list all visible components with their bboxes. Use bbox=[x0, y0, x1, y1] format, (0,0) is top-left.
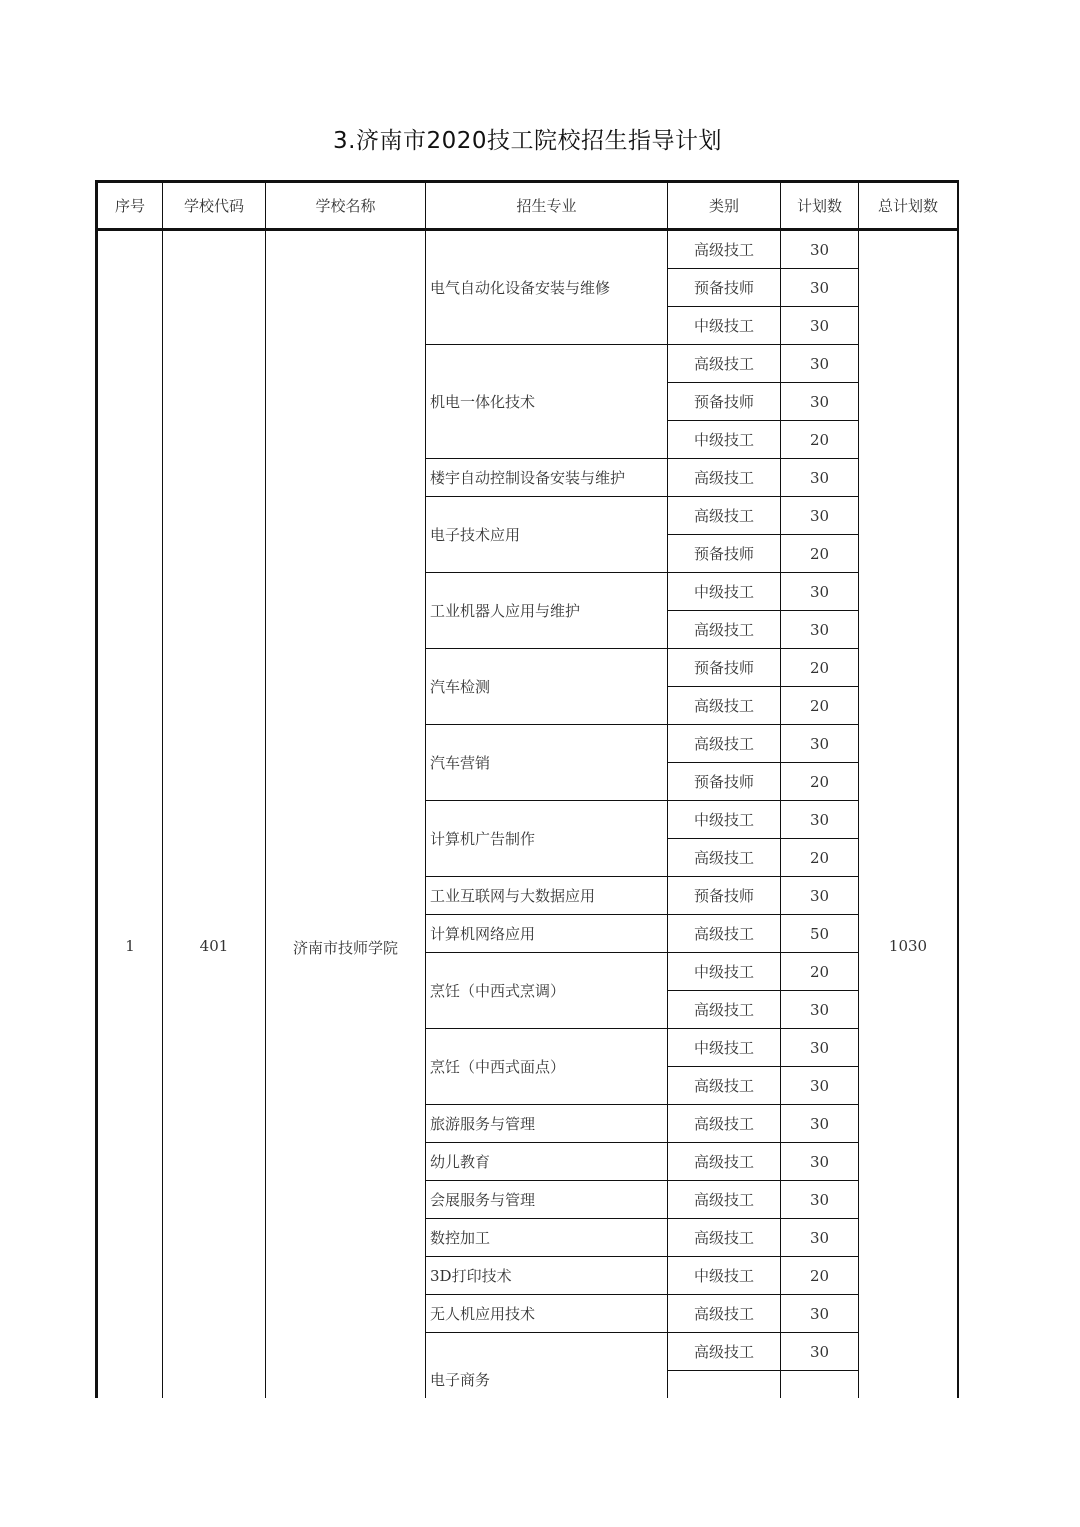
cell-category: 预备技师 bbox=[668, 763, 781, 801]
cell-category: 中级技工 bbox=[668, 1257, 781, 1295]
header-major: 招生专业 bbox=[426, 182, 668, 230]
cell-plan-count: 20 bbox=[781, 763, 859, 801]
cell-plan-count: 30 bbox=[781, 269, 859, 307]
header-plan-count: 计划数 bbox=[781, 182, 859, 230]
cell-plan-count: 30 bbox=[781, 1295, 859, 1333]
cell-school-name: 济南市技师学院 bbox=[266, 230, 426, 1399]
cell-category: 预备技师 bbox=[668, 269, 781, 307]
cell-major: 会展服务与管理 bbox=[426, 1181, 668, 1219]
header-school-name: 学校名称 bbox=[266, 182, 426, 230]
cell-major: 幼儿教育 bbox=[426, 1143, 668, 1181]
cell-plan-count: 30 bbox=[781, 345, 859, 383]
cell-major: 旅游服务与管理 bbox=[426, 1105, 668, 1143]
cell-category: 高级技工 bbox=[668, 915, 781, 953]
cell-plan-count: 30 bbox=[781, 1333, 859, 1371]
table-viewport bbox=[95, 180, 959, 1398]
header-total-plan: 总计划数 bbox=[859, 182, 959, 230]
cell-major: 电气自动化设备安装与维修 bbox=[426, 230, 668, 345]
cell-category: 预备技师 bbox=[668, 383, 781, 421]
cell-major: 汽车营销 bbox=[426, 725, 668, 801]
cell-major: 工业互联网与大数据应用 bbox=[426, 877, 668, 915]
cell-category: 中级技工 bbox=[668, 1029, 781, 1067]
cell-school-code: 401 bbox=[163, 230, 266, 1399]
cell-plan-count: 30 bbox=[781, 459, 859, 497]
cell-plan-count: 20 bbox=[781, 535, 859, 573]
cell-major: 计算机网络应用 bbox=[426, 915, 668, 953]
cell-category: 中级技工 bbox=[668, 307, 781, 345]
cell-category: 中级技工 bbox=[668, 421, 781, 459]
cell-total-plan: 1030 bbox=[859, 230, 959, 1399]
cell-category: 高级技工 bbox=[668, 345, 781, 383]
cell-seq: 1 bbox=[97, 230, 163, 1399]
table-body bbox=[97, 230, 959, 1399]
cell-plan-count: 20 bbox=[781, 421, 859, 459]
cell-category: 高级技工 bbox=[668, 1181, 781, 1219]
cell-major: 烹饪（中西式烹调） bbox=[426, 953, 668, 1029]
cell-category: 高级技工 bbox=[668, 459, 781, 497]
cell-plan-count: 30 bbox=[781, 725, 859, 763]
cell-major: 数控加工 bbox=[426, 1219, 668, 1257]
cell-major: 计算机广告制作 bbox=[426, 801, 668, 877]
cell-category: 预备技师 bbox=[668, 535, 781, 573]
cell-plan-count: 20 bbox=[781, 1257, 859, 1295]
cell-category: 高级技工 bbox=[668, 1143, 781, 1181]
cell-major: 烹饪（中西式面点） bbox=[426, 1029, 668, 1105]
cell-category: 预备技师 bbox=[668, 877, 781, 915]
table-row bbox=[97, 230, 959, 269]
cell-plan-count: 30 bbox=[781, 877, 859, 915]
cell-plan-count: 20 bbox=[781, 839, 859, 877]
cell-plan-count: 30 bbox=[781, 1219, 859, 1257]
cell-category: 高级技工 bbox=[668, 1067, 781, 1105]
cell-category: 高级技工 bbox=[668, 1105, 781, 1143]
cell-plan-count: 30 bbox=[781, 230, 859, 269]
enrollment-table bbox=[95, 180, 959, 1398]
cell-plan-count: 30 bbox=[781, 1143, 859, 1181]
cell-category: 高级技工 bbox=[668, 839, 781, 877]
cell-category: 高级技工 bbox=[668, 991, 781, 1029]
cell-category: 中级技工 bbox=[668, 801, 781, 839]
cell-plan-count: 30 bbox=[781, 1181, 859, 1219]
cell-major: 楼宇自动控制设备安装与维护 bbox=[426, 459, 668, 497]
cell-plan-count: 30 bbox=[781, 611, 859, 649]
table-header-row bbox=[97, 182, 959, 230]
cell-plan-count: 30 bbox=[781, 1029, 859, 1067]
cell-category: 高级技工 bbox=[668, 1333, 781, 1371]
cell-category: 高级技工 bbox=[668, 1219, 781, 1257]
cell-major: 电子技术应用 bbox=[426, 497, 668, 573]
cell-plan-count: 20 bbox=[781, 687, 859, 725]
cell-plan-count bbox=[781, 1371, 859, 1399]
cell-major: 汽车检测 bbox=[426, 649, 668, 725]
cell-category: 中级技工 bbox=[668, 573, 781, 611]
cell-plan-count: 30 bbox=[781, 497, 859, 535]
cell-plan-count: 20 bbox=[781, 953, 859, 991]
cell-plan-count: 30 bbox=[781, 1067, 859, 1105]
cell-plan-count: 30 bbox=[781, 1105, 859, 1143]
cell-major: 3D打印技术 bbox=[426, 1257, 668, 1295]
cell-major: 机电一体化技术 bbox=[426, 345, 668, 459]
cell-plan-count: 20 bbox=[781, 649, 859, 687]
cell-category: 高级技工 bbox=[668, 230, 781, 269]
cell-category bbox=[668, 1371, 781, 1399]
header-category: 类别 bbox=[668, 182, 781, 230]
cell-plan-count: 30 bbox=[781, 383, 859, 421]
cell-category: 高级技工 bbox=[668, 725, 781, 763]
cell-category: 预备技师 bbox=[668, 649, 781, 687]
cell-plan-count: 50 bbox=[781, 915, 859, 953]
cell-category: 高级技工 bbox=[668, 1295, 781, 1333]
cell-plan-count: 30 bbox=[781, 307, 859, 345]
cell-major: 工业机器人应用与维护 bbox=[426, 573, 668, 649]
cell-major: 电子商务 bbox=[426, 1333, 668, 1399]
cell-plan-count: 30 bbox=[781, 573, 859, 611]
cell-category: 中级技工 bbox=[668, 953, 781, 991]
header-seq: 序号 bbox=[97, 182, 163, 230]
cell-plan-count: 30 bbox=[781, 991, 859, 1029]
cell-plan-count: 30 bbox=[781, 801, 859, 839]
header-school-code: 学校代码 bbox=[163, 182, 266, 230]
cell-category: 高级技工 bbox=[668, 611, 781, 649]
cell-category: 高级技工 bbox=[668, 687, 781, 725]
page-title: 3.济南市2020技工院校招生指导计划 bbox=[333, 128, 722, 154]
cell-category: 高级技工 bbox=[668, 497, 781, 535]
cell-major: 无人机应用技术 bbox=[426, 1295, 668, 1333]
